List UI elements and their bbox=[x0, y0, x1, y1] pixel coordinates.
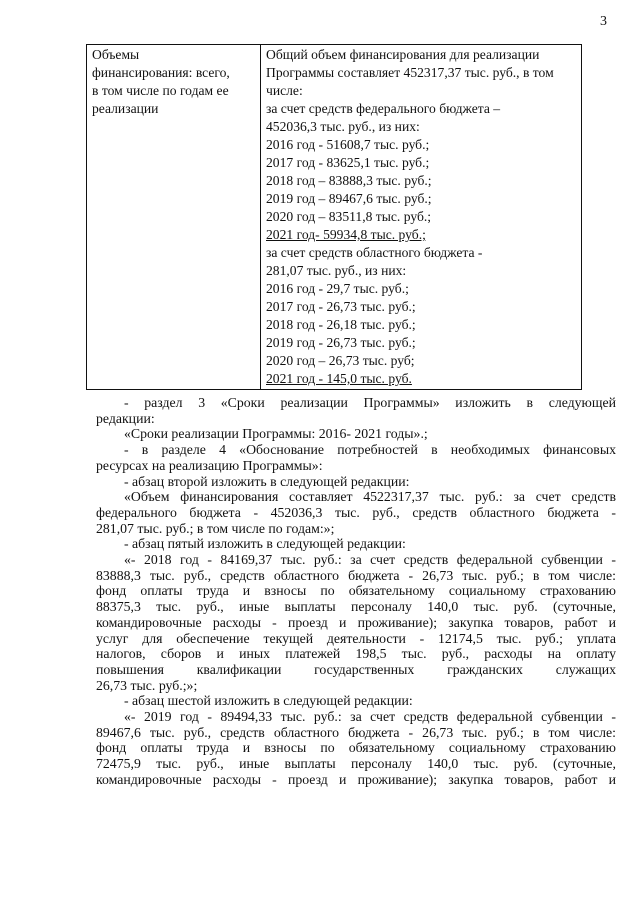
table-value-line: 2019 год – 89467,6 тыс. руб.; bbox=[266, 191, 432, 206]
text-line: услуг для обеспечение текущей деятельности - 12174,5 тыс. руб.; уплата bbox=[96, 630, 616, 646]
table-value-line: 2018 год – 83888,3 тыс. руб.; bbox=[266, 173, 432, 188]
table-value-line: 2016 год - 51608,7 тыс. руб.; bbox=[266, 137, 430, 152]
funding-table bbox=[86, 44, 582, 390]
funding-label-cell bbox=[87, 45, 261, 390]
table-value-line: 2016 год - 29,7 тыс. руб.; bbox=[266, 281, 409, 296]
table-value-line: 452036,3 тыс. руб., из них: bbox=[266, 119, 420, 134]
text-line: «Сроки реализации Программы: 2016- 2021 годы».; bbox=[124, 426, 428, 442]
table-value-line: 281,07 тыс. руб., из них: bbox=[266, 263, 407, 278]
text-line: командировочные расходы - проезд и проживание); закупка товаров, работ и bbox=[96, 771, 616, 787]
table-label-line: Объемы bbox=[92, 47, 140, 62]
text-line: - в разделе 4 «Обоснование потребностей в необходимых финансовых bbox=[124, 442, 616, 458]
text-line: редакции: bbox=[96, 410, 155, 426]
text-line: 281,07 тыс. руб.; в том числе по годам:»; bbox=[96, 520, 335, 536]
table-value-line: 2021 год - 145,0 тыс. руб. bbox=[266, 371, 412, 386]
document-body bbox=[96, 395, 616, 788]
text-line: - раздел 3 «Сроки реализации Программы» изложить в следующей bbox=[124, 395, 616, 410]
text-line: «- 2019 год - 89494,33 тыс. руб.: за счет средств федеральной субвенции - bbox=[124, 709, 616, 725]
table-value-line: 2021 год- 59934,8 тыс. руб.; bbox=[266, 227, 426, 242]
text-line: 26,73 тыс. руб.;»; bbox=[96, 677, 198, 693]
table-row bbox=[87, 45, 582, 390]
text-line: - абзац пятый изложить в следующей редакции: bbox=[124, 536, 406, 552]
table-value-line: за счет средств областного бюджета - bbox=[266, 245, 483, 260]
table-value-line: Программы составляет 452317,37 тыс. руб., в том bbox=[266, 65, 554, 80]
text-line: фонд оплаты труда и взносы по обязательному социальному страхованию bbox=[96, 583, 616, 599]
table-value-line: 2020 год – 26,73 тыс. руб; bbox=[266, 353, 415, 368]
text-line: федерального бюджета - 452036,3 тыс. руб., средств областного бюджета - bbox=[96, 504, 616, 520]
text-line: «Объем финансирования составляет 4522317,37 тыс. руб.: за счет средств bbox=[124, 489, 616, 505]
text-line: фонд оплаты труда и взносы по обязательному социальному страхованию bbox=[96, 740, 616, 756]
table-value-line: 2017 год - 26,73 тыс. руб.; bbox=[266, 299, 416, 314]
table-value-line: 2017 год - 83625,1 тыс. руб.; bbox=[266, 155, 430, 170]
text-line: 72475,9 тыс. руб., иные выплаты персоналу 140,0 тыс. руб. (суточные, bbox=[96, 756, 616, 772]
text-line: 89467,6 тыс. руб., средств областного бюджета - 26,73 тыс. руб.; в том числе: bbox=[96, 724, 616, 740]
text-line: «- 2018 год - 84169,37 тыс. руб.: за счет средств федеральной субвенции - bbox=[124, 552, 616, 568]
text-line: налогов, сборов и иных платежей 198,5 тыс. руб., расходы на оплату bbox=[96, 646, 616, 662]
table-label-line: реализации bbox=[92, 101, 159, 116]
table-value-line: 2019 год - 26,73 тыс. руб.; bbox=[266, 335, 416, 350]
table-label-line: финансирования: всего, bbox=[92, 65, 230, 80]
text-line: - абзац шестой изложить в следующей редакции: bbox=[124, 693, 413, 709]
page-number: 3 bbox=[600, 14, 607, 29]
text-line: ресурсах на реализацию Программы»: bbox=[96, 457, 323, 473]
table-value-line: за счет средств федерального бюджета – bbox=[266, 101, 501, 116]
funding-value-cell bbox=[261, 45, 582, 390]
table-value-line: числе: bbox=[266, 83, 303, 98]
table-value-line: Общий объем финансирования для реализации bbox=[266, 47, 540, 62]
table-value-line: 2020 год – 83511,8 тыс. руб.; bbox=[266, 209, 432, 224]
text-line: 83888,3 тыс. руб., средств областного бюджета - 26,73 тыс. руб.; в том числе: bbox=[96, 567, 616, 583]
text-line: командировочные расходы - проезд и проживание); закупка товаров, работ и bbox=[96, 614, 616, 630]
text-line: повышения квалификации государственных гражданских служащих bbox=[96, 661, 616, 677]
text-line: 88375,3 тыс. руб., иные выплаты персоналу 140,0 тыс. руб. (суточные, bbox=[96, 599, 616, 615]
table-value-line: 2018 год - 26,18 тыс. руб.; bbox=[266, 317, 416, 332]
table-label-line: в том числе по годам ее bbox=[92, 83, 229, 98]
text-line: - абзац второй изложить в следующей редакции: bbox=[124, 473, 410, 489]
